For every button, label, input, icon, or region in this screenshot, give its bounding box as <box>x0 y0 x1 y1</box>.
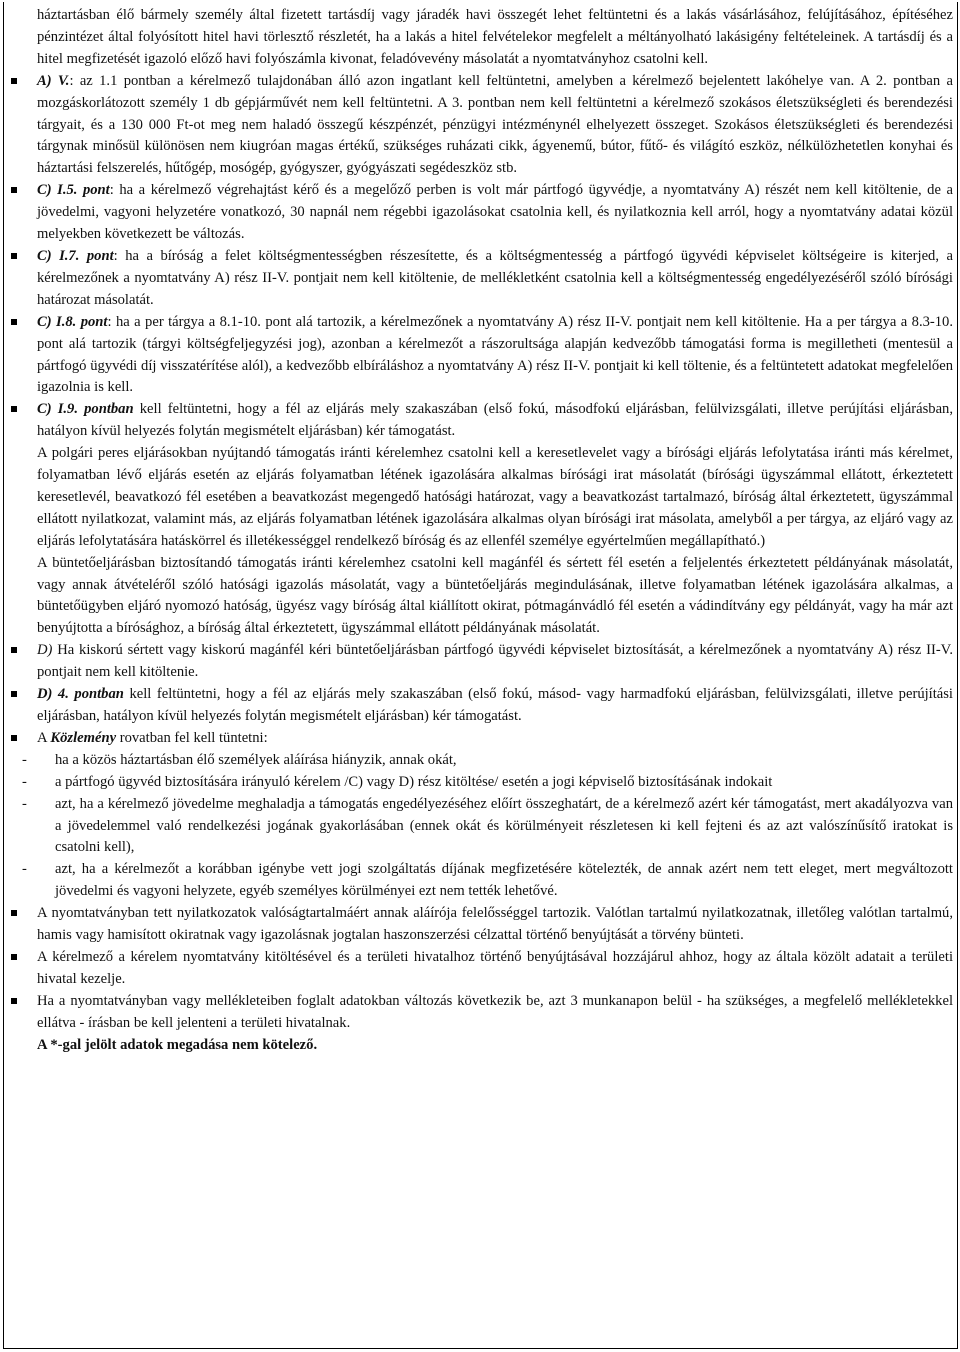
item-label: C) I.5. pont <box>37 182 110 199</box>
item-text: : ha a per tárgya a 8.1-10. pont alá tartozik, a kérelmezőnek a nyomtatvány A) rész II-V. pontjait nem kell kitöltenie. Ha a per tárgya a 8.3-10. pont alá tartozik (tárgyi költségfeljegyzési jog), azonban a kérelmezőt a rászorultsága alapján kedvezőbb támogatási forma is megilletheti (mentesül a pártfogó ügyvédi díj visszatérítése alól), a kedvezőbb elbíráláshoz a nyomtatvány A) rész II-V. pontjait ki kell töltenie, és a feltüntetett adatokat megfelelően igazolnia is kell. <box>37 313 953 396</box>
list-item-d <box>37 640 953 684</box>
square-bullet-icon <box>11 954 17 960</box>
item-label: A) V. <box>37 72 70 89</box>
dash-list <box>22 750 953 903</box>
item-label: C) I.8. pont <box>37 313 108 330</box>
list-item-kozlemeny <box>22 728 953 903</box>
item-label: D) 4. pontban <box>37 686 124 703</box>
list-item-c-i9 <box>37 399 953 640</box>
square-bullet-icon <box>11 910 17 916</box>
square-bullet-icon <box>11 319 17 325</box>
square-bullet-icon <box>11 187 17 193</box>
list-item-d4 <box>37 684 953 728</box>
square-bullet-icon <box>11 406 17 412</box>
list-item-c-i8 <box>37 312 953 400</box>
item-text: : ha a kérelmező végrehajtást kérő és a megelőző perben is volt már pártfogó ügyvédje, a nyomtatvány A) részét nem kell kitöltenie, de a jövedelmi, vagyoni helyzetére vonatkozó, 30 napnál nem régebbi igazolásokat csatolnia kell, és nyilatkoznia kell arról, hogy a nyomtatvány adatai közül melyekben következett be változás. <box>37 182 953 243</box>
item-text: : ha a bíróság a felet költségmentességben részesítette, és a költségmentesség a pártfogó ügyvédi képviselet költségeire is kiterjed, a kérelmezőnek a nyomtatvány A) rész II-V. pontjait nem kell kitöltenie, de mellékletként csatolnia kell a költségmentesség engedélyezéséről szóló bírósági határozat másolatát. <box>37 247 953 308</box>
list-item-valtozas <box>37 991 953 1057</box>
list-item-hozzajarulas <box>37 947 953 991</box>
document-page <box>3 2 958 1349</box>
dash-list-item: - ha a közös háztartásban élő személyek aláírása hiányzik, annak okát, <box>37 750 953 772</box>
list-item-c-i5 <box>37 180 953 246</box>
item-label: C) I.9. pontban <box>37 401 134 418</box>
dash-icon: - <box>22 861 27 878</box>
list-item-nyilatkozat <box>37 903 953 947</box>
item-text: kell feltüntetni, hogy a fél az eljárás mely szakaszában (első fokú, másod- vagy harmadfokú eljárásban, felülvizsgálati, illetve perújítási eljárásban, hatályon kívül helyezés folytán megismételt eljárásban) kér támogatást. <box>37 686 953 724</box>
item-text: rovatban fel kell tüntetni: <box>116 729 268 746</box>
item-label: Közlemény <box>50 729 117 746</box>
item-text: A nyomtatványban tett nyilatkozatok valóságtartalmáért annak aláírója felelősséggel tartozik. Valótlan tartalmú nyilatkozatnak, illetőleg valótlan tartalmú, hamis vagy hamisított okiratnak vagy igazolásnak jogtalan haszonszerzési célzattal történő benyújtását a törvény bünteti. <box>37 905 953 944</box>
item-prefix: A <box>37 729 51 746</box>
civil-procedure-paragraph: A polgári peres eljárásokban nyújtandó támogatás iránti kérelemhez csatolni kell a keresetlevelet vagy a bírósági eljárás lefolytatása iránti más kérelmet, folyamatban lévő eljárás esetén az eljárás folyamatban létének igazolására alkalmas bírósági irat másolatát (bírósági ügyszámmal ellátott, érkeztetett keresetlevél, beavatkozó fél esetében a beavatkozást megengedő hatósági határozat, vagy a beavatkozást tartalmazó, bíróság által érkeztetett, ügyszámmal ellátott nyilatkozat, valamint más, az eljárás folyamatban létének igazolására alkalmas olyan bírósági irat másolata, amelyből a per tárgya, az eljáró vagy az eljárás lefolytatására hatáskörrel és illetékességgel rendelkező bíróság és az ellenfél személye egyértelműen megállapítható.) <box>37 445 953 549</box>
optional-data-note: A *-gal jelölt adatok megadása nem kötelező. <box>37 1036 318 1053</box>
intro-paragraph: háztartásban élő bármely személy által fizetett tartásdíj vagy járadék havi összegét lehet feltüntetni és a lakás vásárlásához, felújításához, építéséhez pénzintézet által folyósított hitel havi törlesztő részletét, ha a lakás a hitel felvételekor megfelelt a méltányolható lakásigény feltételeinek. A tartásdíj és a hitel megfizetését igazoló előző havi folyószámla kivonat, feladóvevény másolatát a nyomtatványhoz csatolni kell. <box>37 7 953 67</box>
dash-list-item: - azt, ha a kérelmezőt a korábban igénybe vett jogi szolgáltatás díjának megfizetésére kötelezték, de annak azért nem tett eleget, mert megváltozott jövedelmi és vagyoni helyzete, egyéb személyes körülményei ezt nem tették lehetővé. <box>22 861 953 900</box>
item-text: : az 1.1 pontban a kérelmező tulajdonában álló azon ingatlant kell feltüntetni, amelyben a kérelmező bejelentett lakóhelye van. A 2. pontban a mozgáskorlátozott személy 1 db gépjárművét nem kell feltüntetni. A 3. pontban nem kell feltüntetni a kérelmező szokásos életszükségleti és berendezési tárgyait, és a 130 000 Ft-ot meg nem haladó összegű készpénzét, pénzügyi intézménynél elhelyezett összeget. Szokásos életszükségleti és berendezési tárgynak minősül különösen nem kiugróan magas értékű, szükséges ruházati cikk, ágyenemű, bútor, fűtő- és világító eszköz, nélkülözhetetlen konyhai és háztartási felszerelés, hűtőgép, mosógép, gyógyszer, gyógyászati segédeszköz stb. <box>37 72 953 177</box>
square-bullet-icon <box>11 691 17 697</box>
item-text: Ha a nyomtatványban vagy mellékleteiben foglalt adatokban változás következik be, azt 3 munkanapon belül - ha szükséges, a megfelelő mellékletekkel ellátva - írásban be kell jelenteni a területi hivatalnak. <box>37 992 953 1031</box>
criminal-procedure-paragraph: A büntetőeljárásban biztosítandó támogatás iránti kérelemhez csatolni kell magánfél és sértett fél esetén a feljelentés érkeztetett példányának másolatát, vagy annak átvételéről szóló hatósági igazolás másolatát, vagy a büntetőeljárás megindulásának, illetve folyamatban létének igazolására alkalmas, a büntetőügyben eljáró nyomozó hatóság, ügyész vagy bíróság által kiállított okirat, pótmagánvádló fél esetén a vádindítvány egy példányát, vagy ha már azt benyújtotta a bírósághoz, a bíróság által érkeztetett, ügyszámmal ellátott példányának másolatát. <box>37 554 953 637</box>
list-item-c-i7 <box>37 246 953 312</box>
item-label: D) <box>37 642 53 659</box>
dash-icon: - <box>22 751 27 768</box>
dash-list-item: - azt, ha a kérelmező jövedelme meghaladja a támogatás engedélyezéséhez előírt összeghatárt, de a kérelmező azért kér támogatást, mert akadályozva van a jövedelemmel való rendelkezési jogának gyakorlásában (ennek okát és körülményeit részletesen ki kell fejteni és az azt valószínűsítő iratokat is csatolni kell), <box>22 795 953 856</box>
dash-icon: - <box>22 773 27 790</box>
dash-list-item: - a pártfogó ügyvéd biztosítására irányuló kérelem /C) vagy D) rész kitöltése/ esetén a jogi képviselő biztosításának indokait <box>37 772 953 794</box>
square-bullet-icon <box>11 998 17 1004</box>
document-body <box>22 5 954 1057</box>
square-bullet-icon <box>11 78 17 84</box>
dash-icon: - <box>22 795 27 812</box>
item-text: A kérelmező a kérelem nyomtatvány kitöltésével és a területi hivatalhoz történő benyújtásával hozzájárul ahhoz, hogy az általa közölt adatait a területi hivatal kezelje. <box>37 948 953 987</box>
item-text: kell feltüntetni, hogy a fél az eljárás mely szakaszában (első fokú, másodfokú eljárásban, felülvizsgálati, illetve perújítási eljárásban, hatályon kívül helyezés folytán megismételt eljárásban) kér támogatást. <box>37 401 954 440</box>
item-label: C) I.7. pont <box>37 247 114 264</box>
square-bullet-icon <box>11 647 17 653</box>
item-text: Ha kiskorú sértett vagy kiskorú magánfél kéri büntetőeljárásban pártfogó ügyvédi képviselet biztosítását, a kérelmezőnek a nyomtatvány A) rész II-V. pontjait nem kell kitöltenie. <box>37 642 953 681</box>
list-item-a-v <box>37 71 953 181</box>
square-bullet-icon <box>11 735 17 741</box>
square-bullet-icon <box>11 253 17 259</box>
